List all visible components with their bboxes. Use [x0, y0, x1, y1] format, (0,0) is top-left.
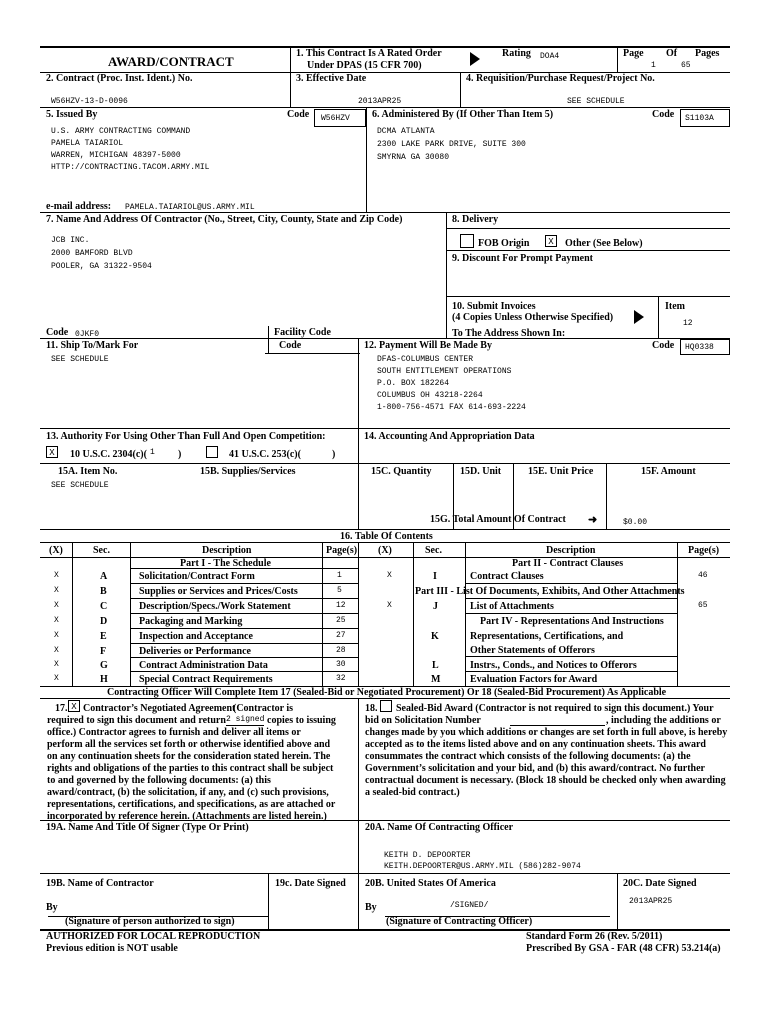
- toc-row-pages: 1: [337, 571, 342, 580]
- toc-row-pages: 46: [698, 571, 708, 580]
- officer-signature-caption: (Signature of Contracting Officer): [386, 916, 533, 927]
- contractor-code-label: Code: [46, 327, 69, 338]
- toc-row-sec: D: [100, 616, 108, 627]
- toc-row-x: X: [54, 674, 59, 683]
- issued-by-label: 5. Issued By: [46, 109, 98, 120]
- fob-origin-checkbox[interactable]: [460, 234, 474, 248]
- signer-name-label: 19A. Name And Title Of Signer (Type Or Print): [46, 822, 249, 833]
- administered-by-line-2: 2300 LAKE PARK DRIVE, SUITE 300: [377, 140, 526, 149]
- issued-by-line-1: U.S. ARMY CONTRACTING COMMAND: [51, 127, 191, 136]
- dpas-label: Under DPAS (15 CFR 700): [307, 60, 422, 71]
- toc-row-desc: Contract Clauses: [470, 571, 544, 582]
- requisition-label: 4. Requisition/Purchase Request/Project No.: [466, 73, 655, 84]
- toc-row-x: X: [54, 631, 59, 640]
- item18-line: changes made by you which additions or changes are set forth in full above, is hereby: [365, 727, 728, 738]
- fob-origin-label: FOB Origin: [478, 238, 530, 249]
- payment-line-2: SOUTH ENTITLEMENT OPERATIONS: [377, 367, 512, 376]
- toc-col-x-right: (X): [378, 545, 392, 556]
- item18-line: accepted as to the items listed above and on any continuation sheets. This award: [365, 739, 706, 750]
- toc-col-sec-right: Sec.: [425, 545, 442, 556]
- total-amount-label: 15G. Total Amount Of Contract: [430, 514, 566, 525]
- page-value: 1: [651, 61, 656, 70]
- requisition-value: SEE SCHEDULE: [567, 97, 625, 106]
- toc-row-x: X: [54, 601, 59, 610]
- item17-line2b: copies to issuing: [267, 715, 336, 726]
- issued-by-code-label: Code: [287, 109, 310, 120]
- contract-no-label: 2. Contract (Proc. Inst. Ident.) No.: [46, 73, 193, 84]
- footer-prescribed-by: Prescribed By GSA - FAR (48 CFR) 53.214(a): [526, 943, 721, 954]
- item17-line2a: required to sign this document and return: [47, 715, 226, 726]
- arrow-right-icon: [470, 52, 480, 66]
- toc-title: 16. Table Of Contents: [340, 531, 433, 542]
- arrow-right-icon: ➜: [588, 514, 598, 526]
- toc-row-sec: B: [100, 586, 107, 597]
- authority-253-close: ): [332, 449, 336, 460]
- toc-row-sec: F: [100, 646, 107, 657]
- payment-code-box: [680, 339, 730, 355]
- item17-line: incorporated by reference herein. (Attachments are listed herein.): [47, 811, 327, 822]
- toc-row-desc: Special Contract Requirements: [139, 674, 273, 685]
- item18-line: Government’s solicitation and your bid, and (b) this award/contract. No further: [365, 763, 705, 774]
- toc-row-sec: J: [433, 601, 438, 612]
- col-unit-price: 15E. Unit Price: [528, 466, 594, 477]
- effective-date-value: 2013APR25: [358, 97, 402, 106]
- toc-row-pages: 5: [337, 586, 342, 595]
- contractor-name-label: 19B. Name of Contractor: [46, 878, 154, 889]
- administered-by-line-3: SMYRNA GA 30080: [377, 153, 450, 162]
- contractor-label: 7. Name And Address Of Contractor (No., Street, City, County, State and Zip Code): [46, 214, 403, 225]
- item17-line: perform all the services set forth or otherwise identified above and: [47, 739, 331, 750]
- date-signed-19c-label: 19c. Date Signed: [275, 878, 346, 889]
- administered-by-code-value: S1103A: [685, 114, 714, 123]
- other-checkbox[interactable]: X: [545, 235, 557, 247]
- authority-253-checkbox[interactable]: [206, 446, 218, 458]
- date-signed-20c-label: 20C. Date Signed: [623, 878, 697, 889]
- contract-no-value: W56HZV-13-D-0096: [51, 97, 128, 106]
- col-supplies: 15B. Supplies/Services: [200, 466, 296, 477]
- of-label: Of: [666, 48, 678, 59]
- item17-title: Contractor’s Negotiated Agreement: [83, 703, 236, 714]
- toc-row-sec: E: [100, 631, 107, 642]
- issued-by-line-4: HTTP://CONTRACTING.TACOM.ARMY.MIL: [51, 163, 210, 172]
- toc-row-x: X: [54, 646, 59, 655]
- col-amount: 15F. Amount: [641, 466, 696, 477]
- payment-code-label: Code: [652, 340, 675, 351]
- payment-line-4: COLUMBUS OH 43218-2264: [377, 391, 483, 400]
- by-label-officer: By: [365, 902, 377, 913]
- item-label: Item: [665, 301, 685, 312]
- col-quantity: 15C. Quantity: [371, 466, 432, 477]
- toc-col-desc-right: Description: [546, 545, 596, 556]
- ship-to-value: SEE SCHEDULE: [51, 355, 109, 364]
- toc-row-sec: G: [100, 660, 108, 671]
- item18-line2b: , including the additions or: [606, 715, 721, 726]
- toc-row-desc: Contract Administration Data: [139, 660, 268, 671]
- administered-by-code-box: [680, 109, 730, 127]
- contracting-officer-label: 20A. Name Of Contracting Officer: [365, 822, 514, 833]
- ship-to-label: 11. Ship To/Mark For: [46, 340, 139, 351]
- toc-row-sec: M: [431, 674, 441, 685]
- toc-col-sec-left: Sec.: [93, 545, 110, 556]
- toc-row-desc: List of Attachments: [470, 601, 554, 612]
- rating-value: DOA4: [540, 52, 560, 61]
- contractor-line-1: JCB INC.: [51, 236, 90, 245]
- rating-label: Rating: [502, 48, 531, 59]
- toc-part3: Part III - List Of Documents, Exhibits, And Other Attachments: [415, 586, 685, 597]
- issued-by-line-2: PAMELA TAIARIOL: [51, 139, 124, 148]
- toc-row-sec: I: [433, 571, 437, 582]
- rated-order-label: 1. This Contract Is A Rated Order: [296, 48, 442, 59]
- toc-part1: Part I - The Schedule: [180, 558, 271, 569]
- contractor-code-value: 0JKF0: [75, 330, 100, 339]
- usa-label: 20B. United States Of America: [365, 878, 496, 889]
- payment-label: 12. Payment Will Be Made By: [364, 340, 492, 351]
- toc-row-desc: Solicitation/Contract Form: [139, 571, 255, 582]
- item-value: 12: [683, 319, 693, 328]
- toc-row-sec: C: [100, 601, 108, 612]
- issued-by-code-value: W56HZV: [321, 114, 350, 123]
- accounting-label: 14. Accounting And Appropriation Data: [364, 431, 535, 442]
- toc-part4: Part IV - Representations And Instructions: [480, 616, 664, 627]
- submit-address-label: To The Address Shown In:: [452, 328, 566, 339]
- email-value: PAMELA.TAIARIOL@US.ARMY.MIL: [125, 203, 255, 212]
- item17-line: on any continuation sheets for the consideration stated herein. The: [47, 751, 331, 762]
- toc-col-x-left: (X): [49, 545, 63, 556]
- footer-previous-edition: Previous edition is NOT usable: [46, 943, 178, 954]
- item18-line2a: bid on Solicitation Number: [365, 715, 481, 726]
- toc-row-pages: 25: [336, 616, 346, 625]
- item18-checkbox[interactable]: [380, 700, 392, 712]
- toc-row-x: X: [54, 571, 59, 580]
- officer-signature-value: /SIGNED/: [450, 901, 489, 910]
- discount-label: 9. Discount For Prompt Payment: [452, 253, 594, 264]
- ship-to-code-label: Code: [279, 340, 302, 351]
- page-label: Page: [623, 48, 644, 59]
- email-label: e-mail address:: [46, 201, 112, 212]
- toc-col-desc-left: Description: [202, 545, 252, 556]
- item17-line: representations, certifications, and specifications, as are attached or: [47, 799, 336, 810]
- submit-copies-label: (4 Copies Unless Otherwise Specified): [452, 312, 614, 323]
- by-label-contractor: By: [46, 902, 58, 913]
- toc-row-pages: 30: [336, 660, 346, 669]
- toc-part2: Part II - Contract Clauses: [512, 558, 624, 569]
- items-value: SEE SCHEDULE: [51, 481, 109, 490]
- toc-row-desc: Packaging and Marking: [139, 616, 243, 627]
- administered-by-code-label: Code: [652, 109, 675, 120]
- item18-line: contractual document is necessary. (Block 18 should be checked only when awarding: [365, 775, 726, 786]
- authority-2304-close: ): [178, 449, 182, 460]
- item17-line: to and governed by the following documents: (a) this: [47, 775, 271, 786]
- item18-title: Sealed-Bid Award (Contractor is not required to sign this document.) Your: [396, 703, 714, 714]
- payment-code-value: HQ0338: [685, 343, 714, 352]
- payment-line-3: P.O. BOX 182264: [377, 379, 450, 388]
- toc-row-desc: Description/Specs./Work Statement: [139, 601, 291, 612]
- facility-code-label: Facility Code: [274, 327, 331, 338]
- footer-form-number: Standard Form 26 (Rev. 5/2011): [526, 931, 663, 942]
- contractor-line-2: 2000 BAMFORD BLVD: [51, 249, 133, 258]
- toc-col-pages-left: Page(s): [326, 545, 358, 556]
- co-note: Contracting Officer Will Complete Item 17 (Sealed-Bid or Negotiated Procurement) Or 18 (Sealed-Bid Procurement) As Applicable: [107, 687, 667, 698]
- toc-row-desc: Supplies or Services and Prices/Costs: [139, 586, 298, 597]
- total-amount-value: $0.00: [623, 518, 648, 527]
- toc-row-pages: 65: [698, 601, 708, 610]
- form-title: AWARD/CONTRACT: [108, 54, 234, 69]
- payment-line-5: 1-800-756-4571 FAX 614-693-2224: [377, 403, 526, 412]
- toc-row-sec: L: [432, 660, 439, 671]
- contractor-line-3: POOLER, GA 31322-9504: [51, 262, 152, 271]
- toc-row-x: X: [54, 616, 59, 625]
- col-item-no: 15A. Item No.: [58, 466, 118, 477]
- item17-copies: 2 signed: [226, 715, 265, 724]
- item18-number: 18.: [365, 703, 378, 714]
- item17-number: 17.: [55, 703, 68, 714]
- toc-row-pages: 12: [336, 601, 346, 610]
- item17-title-paren: (Contractor is: [233, 703, 294, 714]
- authority-2304-label: 10 U.S.C. 2304(c)(: [70, 449, 147, 460]
- toc-row-x: X: [54, 660, 59, 669]
- toc-row-x: X: [387, 571, 392, 580]
- effective-date-label: 3. Effective Date: [296, 73, 367, 84]
- solicitation-number-line: [510, 725, 605, 726]
- item17-line: rights and obligations of the parties to this contract shall be subject: [47, 763, 334, 774]
- other-label: Other (See Below): [565, 238, 643, 249]
- toc-row-desc: Instrs., Conds., and Notices to Offerors: [470, 660, 637, 671]
- toc-col-pages-right: Page(s): [688, 545, 720, 556]
- item17-checkbox[interactable]: X: [68, 700, 80, 712]
- date-signed-20c-value: 2013APR25: [629, 897, 673, 906]
- contracting-officer-name: KEITH D. DEPOORTER: [384, 851, 471, 860]
- toc-row-desc: Evaluation Factors for Award: [470, 674, 598, 685]
- item17-line: office.) Contractor agrees to furnish and deliver all items or: [47, 727, 301, 738]
- arrow-right-icon: [634, 310, 644, 324]
- issued-by-code-box: [314, 109, 366, 127]
- toc-row-x: X: [54, 586, 59, 595]
- toc-row-desc: Other Statements of Offerors: [470, 645, 595, 656]
- item17-line: award/contract, (b) the solicitation, if any, and (c) such provisions,: [47, 787, 329, 798]
- toc-row-sec: K: [431, 631, 439, 642]
- delivery-label: 8. Delivery: [452, 214, 499, 225]
- toc-row-pages: 27: [336, 631, 346, 640]
- pages-value: 65: [681, 61, 691, 70]
- payment-line-1: DFAS-COLUMBUS CENTER: [377, 355, 474, 364]
- toc-row-sec: A: [100, 571, 108, 582]
- toc-row-pages: 32: [336, 674, 346, 683]
- authority-2304-checkbox[interactable]: X: [46, 446, 58, 458]
- contracting-officer-contact: KEITH.DEPOORTER@US.ARMY.MIL (586)282-9074: [384, 862, 581, 871]
- toc-row-sec: H: [100, 674, 108, 685]
- administered-by-label: 6. Administered By (If Other Than Item 5): [372, 109, 554, 120]
- item18-line: a sealed-bid contract.): [365, 787, 460, 798]
- item18-line: consummates the contract which consists of the following documents: (a) the: [365, 751, 691, 762]
- toc-row-x: X: [387, 601, 392, 610]
- contractor-signature-caption: (Signature of person authorized to sign): [65, 916, 235, 927]
- pages-label: Pages: [695, 48, 720, 59]
- footer-reproduction: AUTHORIZED FOR LOCAL REPRODUCTION: [46, 931, 261, 942]
- authority-label: 13. Authority For Using Other Than Full And Open Competition:: [46, 431, 326, 442]
- administered-by-line-1: DCMA ATLANTA: [377, 127, 435, 136]
- toc-row-desc: Inspection and Acceptance: [139, 631, 253, 642]
- submit-invoices-label: 10. Submit Invoices: [452, 301, 536, 312]
- toc-row-desc: Representations, Certifications, and: [470, 631, 624, 642]
- issued-by-line-3: WARREN, MICHIGAN 48397-5000: [51, 151, 181, 160]
- toc-row-desc: Deliveries or Performance: [139, 646, 251, 657]
- authority-253-label: 41 U.S.C. 253(c)(: [229, 449, 301, 460]
- col-unit: 15D. Unit: [460, 466, 502, 477]
- authority-2304-value: 1: [150, 448, 155, 457]
- toc-row-pages: 28: [336, 646, 346, 655]
